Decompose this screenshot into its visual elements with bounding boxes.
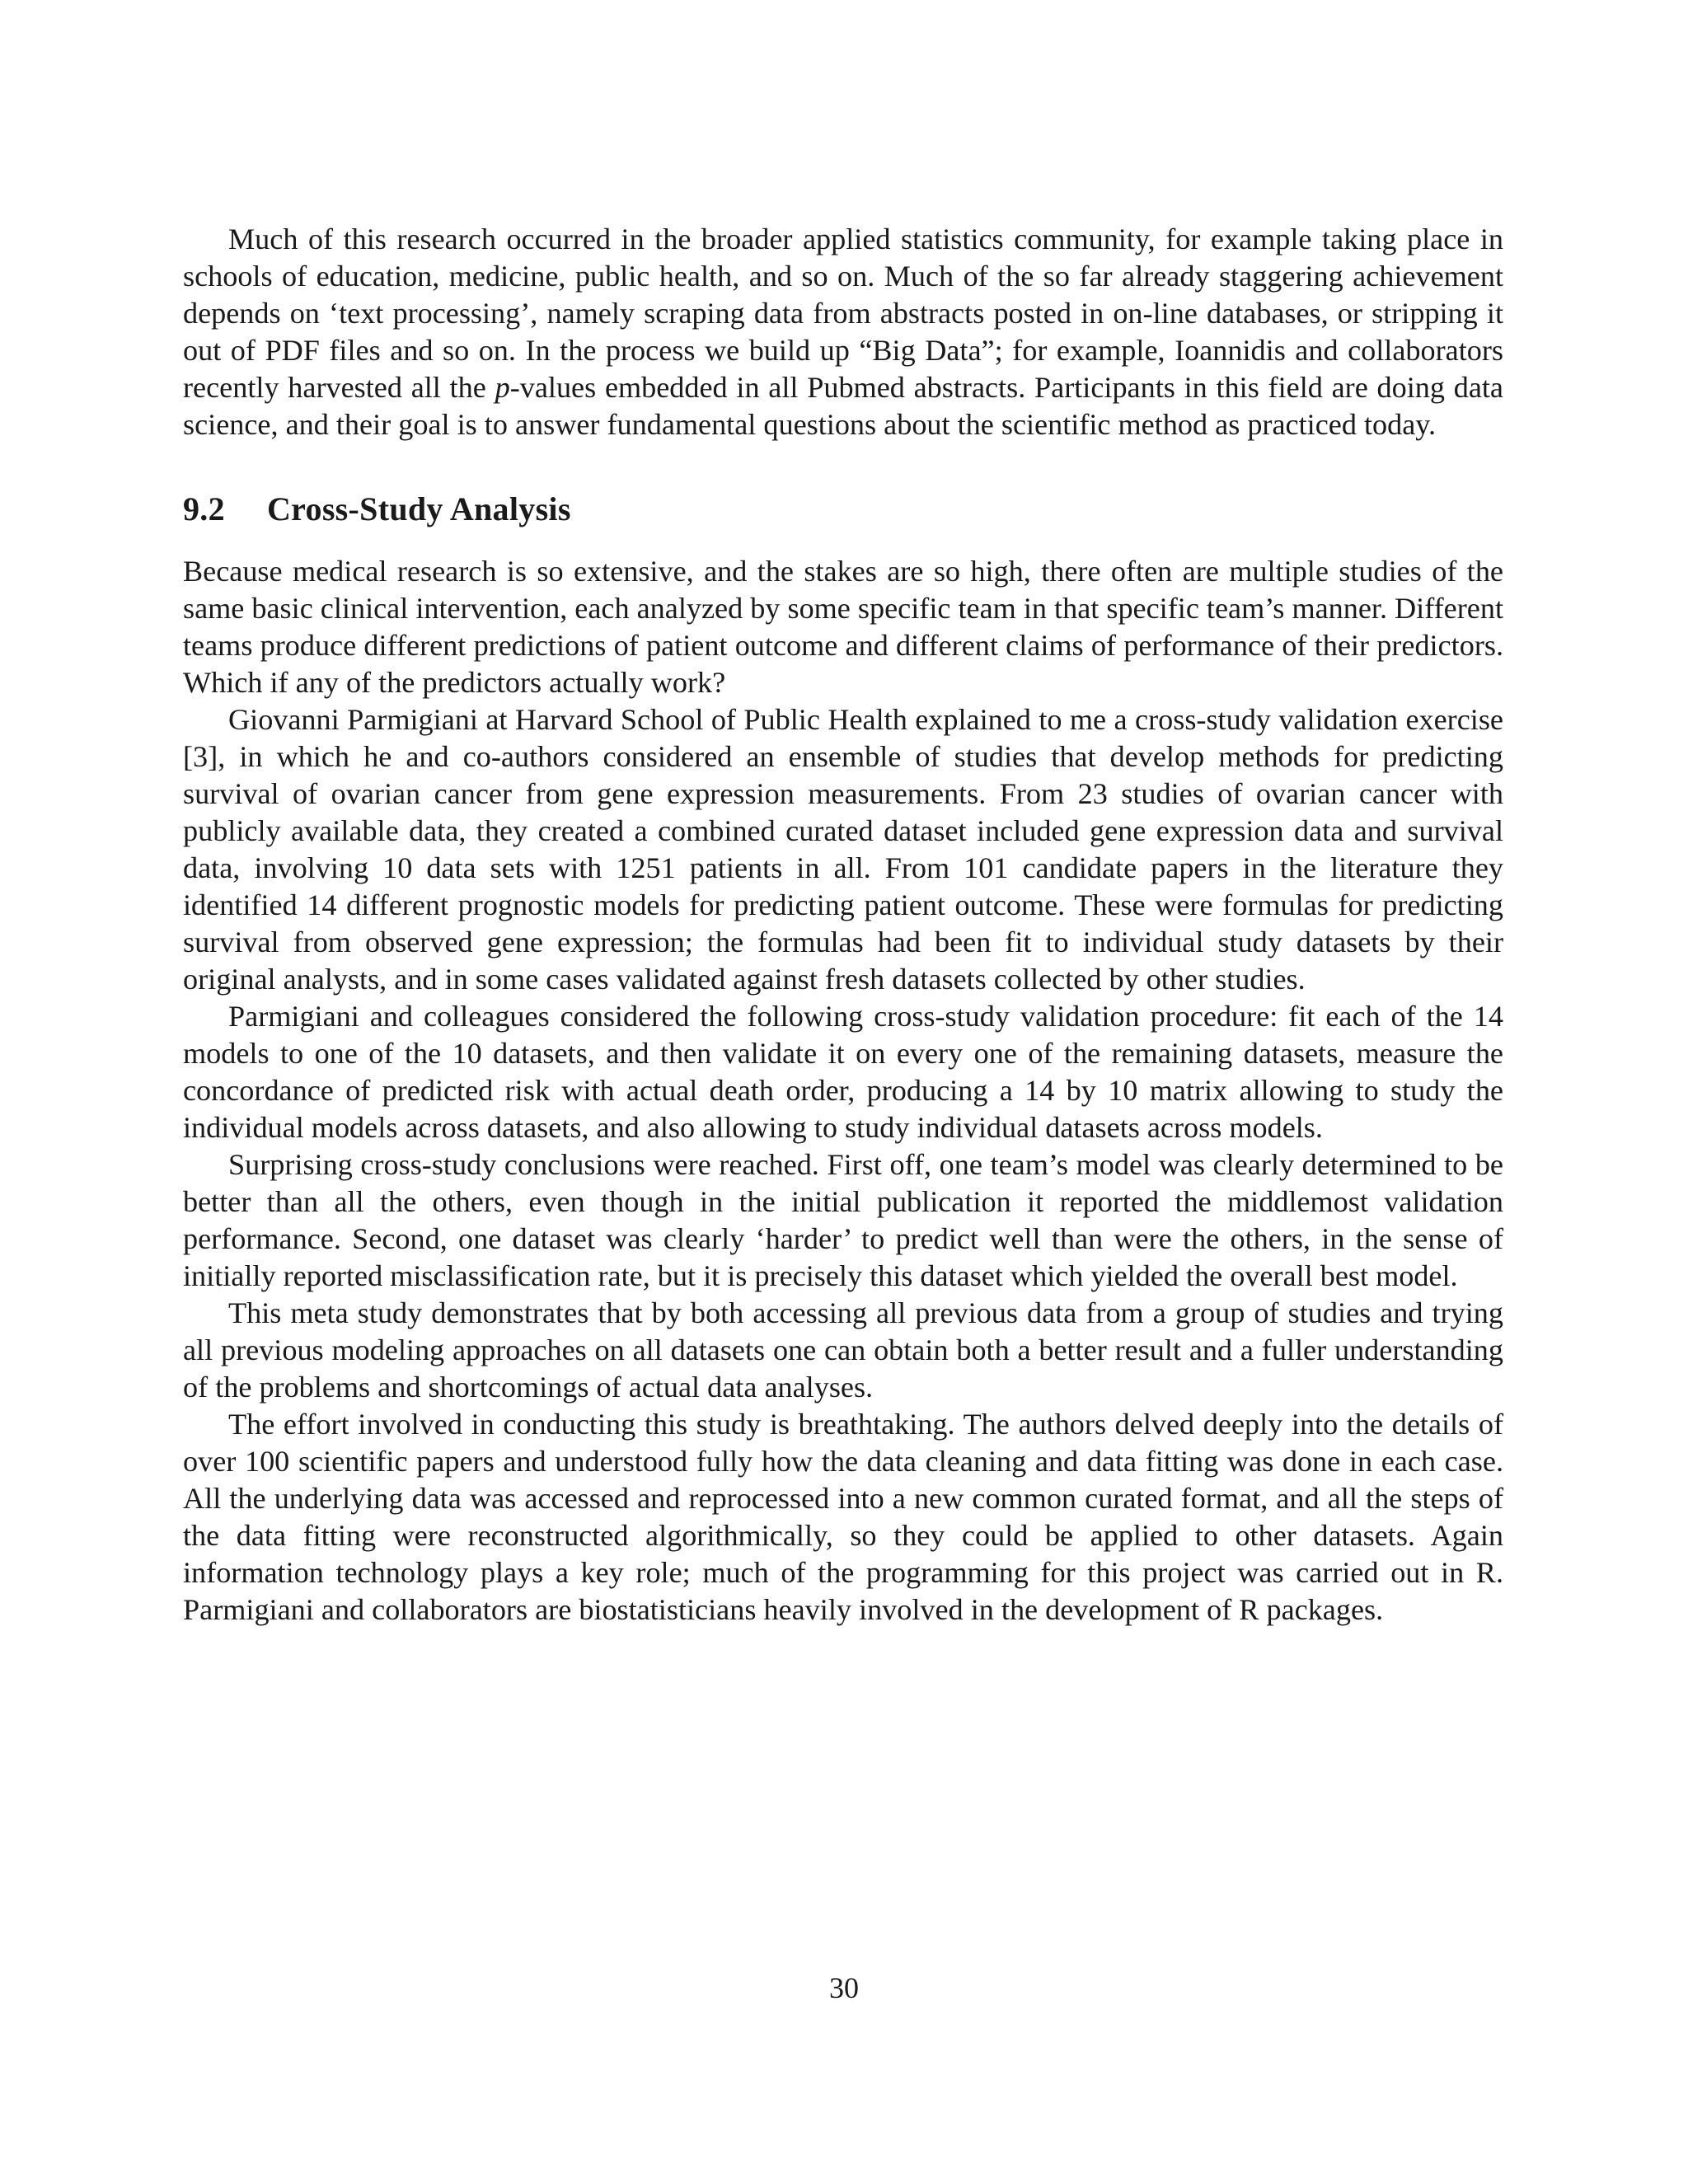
section-number: 9.2 <box>183 490 225 527</box>
intro-text-part2: -values embedded in all Pubmed abstracts. Participants in this field are doing data science, and their goal is to answer fundamental questions about the scientific method as practiced today. <box>183 371 1503 441</box>
intro-paragraph <box>183 221 1503 443</box>
paragraph-effort: The effort involved in conducting this study is breathtaking. The authors delved deeply into the details of over 100 scientific papers and understood fully how the data cleaning and data fitting was done in each case. All the underlying data was accessed and reprocessed into a new common curated format, and all the steps of the data fitting were reconstructed algorithmically, so they could be applied to other datasets. Again information technology plays a key role; much of the programming for this project was carried out in R. Parmigiani and collaborators are biostatisticians heavily involved in the development of R packages. <box>183 1408 1503 1626</box>
section-title: Cross-Study Analysis <box>267 490 571 527</box>
intro-text-part1: Much of this research occurred in the broader applied statistics community, for example taking place in schools of education, medicine, public health, and so on. Much of the so far already staggering achievement depends on ‘text processing’, namely scraping data from abstracts posted in on-line databases, or stripping it out of PDF files and so on. In the process we build up “Big Data”; for example, Ioannidis and collaborators recently harvested all the <box>183 223 1503 404</box>
page-body <box>183 221 1503 1629</box>
paragraph-conclusions: Surprising cross-study conclusions were reached. First off, one team’s model was clearly determined to be better than all the others, even though in the initial publication it reported the middlemost validation performance. Second, one dataset was clearly ‘harder’ to predict well than were the others, in the sense of initially reported misclassification rate, but it is precisely this dataset which yielded the overall best model. <box>183 1148 1503 1292</box>
section-heading <box>183 489 1503 530</box>
p-value-symbol: p <box>495 371 510 404</box>
paragraph-parmigiani-exercise: Giovanni Parmigiani at Harvard School of Public Health explained to me a cross-study validation exercise [3], in which he and co-authors considered an ensemble of studies that develop methods for predicting survival of ovarian cancer from gene expression measurements. From 23 studies of ovarian cancer with publicly available data, they created a combined curated dataset included gene expression data and survival data, involving 10 data sets with 1251 patients in all. From 101 candidate papers in the literature they identified 14 different prognostic models for predicting patient outcome. These were formulas for predicting survival from observed gene expression; the formulas had been fit to individual study datasets by their original analysts, and in some cases validated against fresh datasets collected by other studies. <box>183 703 1503 996</box>
paragraph-validation-procedure: Parmigiani and colleagues considered the following cross-study validation procedure: fit each of the 14 models to one of the 10 datasets, and then validate it on every one of the remaining datasets, measure the concordance of predicted risk with actual death order, producing a 14 by 10 matrix allowing to study the individual models across datasets, and also allowing to study individual datasets across models. <box>183 1000 1503 1144</box>
page-number: 30 <box>829 1971 859 2004</box>
paragraph-motivation: Because medical research is so extensive, and the stakes are so high, there often are multiple studies of the same basic clinical intervention, each analyzed by some specific team in that specific team’s manner. Different teams produce different predictions of patient outcome and different claims of performance of their predictors. Which if any of the predictors actually work? <box>183 555 1504 699</box>
paragraph-meta-study: This meta study demonstrates that by both accessing all previous data from a group of studies and trying all previous modeling approaches on all datasets one can obtain both a better result and a fuller understanding of the problems and shortcomings of actual data analyses. <box>183 1296 1503 1404</box>
